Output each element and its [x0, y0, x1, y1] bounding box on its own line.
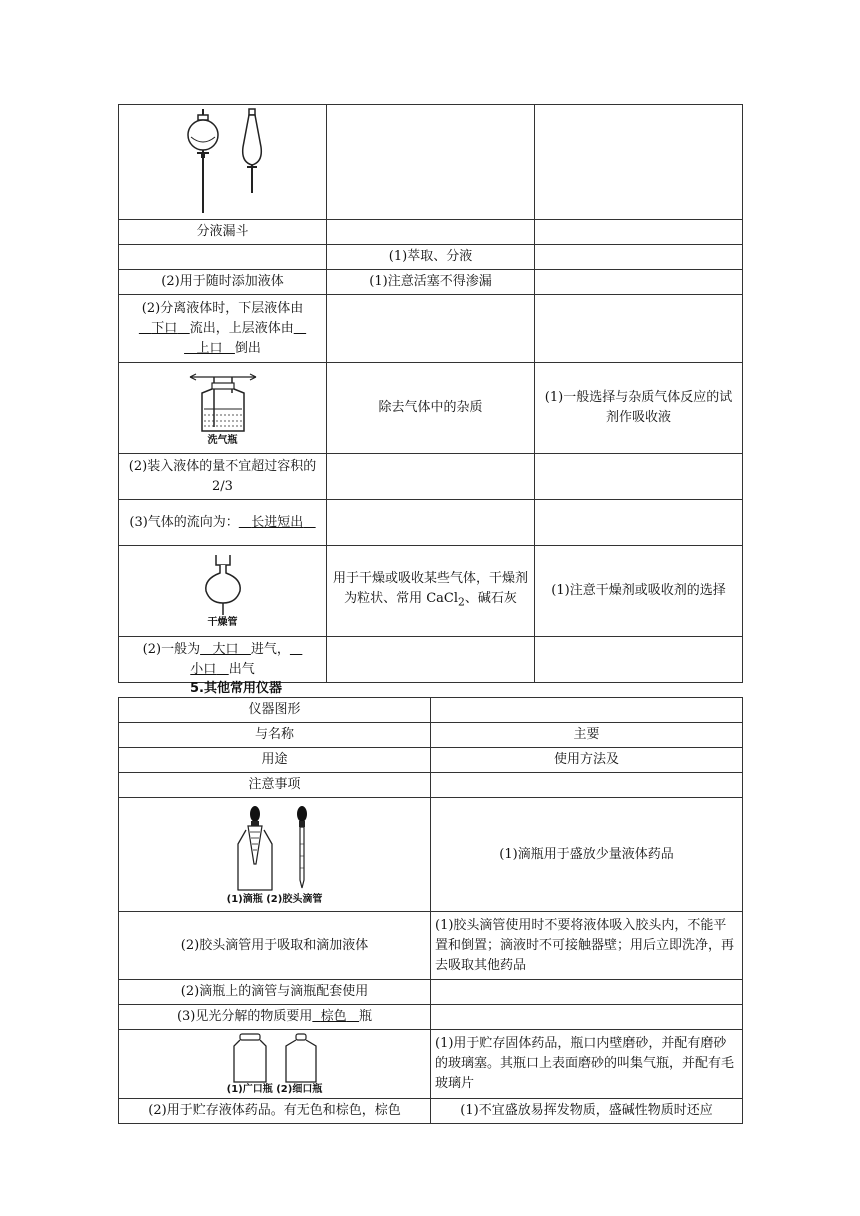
empty-cell [431, 698, 743, 723]
dropper-note-cell: (1)胶头滴管使用时不要将液体吸入胶头内，不能平置和倒置；滴液时不可接触器壁；用后立即洗净，再去吸取其他药品 [431, 912, 743, 980]
section-heading: 5.其他常用仪器 [190, 681, 282, 696]
answer-small-end: 小口 [190, 661, 217, 677]
header-instrument-figure: 仪器图形 [119, 698, 431, 723]
empty-cell [327, 454, 535, 500]
wash-bottle-image-cell [119, 363, 327, 454]
separatory-funnel-icon [163, 107, 283, 217]
gas-flow-cell: (3)气体的流向为： 长进短出 [119, 500, 327, 546]
header-main: 主要 [431, 723, 743, 748]
gas-washing-bottle-icon [188, 369, 258, 435]
empty-cell [119, 245, 327, 270]
narrow-bottle-note-cell: (1)不宜盛放易挥发物质，盛碱性物质时还应 [431, 1099, 743, 1124]
empty-cell [327, 500, 535, 546]
empty-cell [327, 220, 535, 245]
header-usage-method: 使用方法及 [431, 748, 743, 773]
dropper-image-cell [119, 798, 431, 912]
empty-cell [535, 105, 743, 220]
wash-bottle-label: 洗气瓶 [207, 435, 238, 446]
header-and-name: 与名称 [119, 723, 431, 748]
funnel-note-cell: (1)注意活塞不得渗漏 [327, 270, 535, 295]
answer-long-in-short-out: 长进短出 [251, 514, 304, 530]
drying-tube-note-cell: (1)注意干燥剂或吸收剂的选择 [535, 546, 743, 637]
narrow-bottle-use-cell: (2)用于贮存液体药品。有无色和棕色，棕色 [119, 1099, 431, 1124]
funnel-use-2-cell: (2)用于随时添加液体 [119, 270, 327, 295]
empty-cell [535, 220, 743, 245]
empty-cell [535, 500, 743, 546]
separatory-funnel-name: 分液漏斗 [119, 220, 327, 245]
empty-cell [535, 637, 743, 683]
drying-tube-label: 干燥管 [207, 617, 238, 628]
empty-cell [535, 295, 743, 363]
dropper-bottle-use-cell: (1)滴瓶用于盛放少量液体药品 [431, 798, 743, 912]
funnel-use-cell: (1)萃取、分液 [327, 245, 535, 270]
bottle-labels: (1)广口瓶 (2)细口瓶 [226, 1084, 323, 1095]
empty-cell [327, 637, 535, 683]
dropper-bottle-icon [220, 804, 330, 894]
separatory-funnel-image-cell [119, 105, 327, 220]
drying-tube-icon [198, 553, 248, 617]
dropper-use-cell: (2)胶头滴管用于吸取和滴加液体 [119, 912, 431, 980]
wash-bottle-note-cell: (1)一般选择与杂质气体反应的试剂作吸收液 [535, 363, 743, 454]
wide-mouth-bottle-note-cell: (1)用于贮存固体药品，瓶口内壁磨砂，并配有磨砂的玻璃塞。其瓶口上表面磨砂的叫集气瓶，并配有毛玻璃片 [431, 1030, 743, 1099]
funnel-separation-cell: (2)分离液体时，下层液体由 下口 流出，上层液体由 上口 倒出 [119, 295, 327, 363]
empty-cell [327, 295, 535, 363]
answer-brown: 棕色 [320, 1009, 347, 1024]
empty-cell [535, 454, 743, 500]
drying-tube-use-cell: 用于干燥或吸收某些气体，干燥剂为粒状、常用 CaCl$_2$、碱石灰 [327, 546, 535, 637]
bottles-image-cell [119, 1030, 431, 1099]
empty-cell [431, 980, 743, 1005]
wash-bottle-use-cell: 除去气体中的杂质 [327, 363, 535, 454]
header-use: 用途 [119, 748, 431, 773]
instrument-table-2 [118, 697, 743, 1124]
answer-upper-outlet: 上口 [196, 340, 223, 356]
empty-cell [327, 105, 535, 220]
dropper-pairing-cell: (2)滴瓶上的滴管与滴瓶配套使用 [119, 980, 431, 1005]
empty-cell [535, 245, 743, 270]
drying-tube-flow-cell: (2)一般为 大口 进气， 小口 出气 [119, 637, 327, 683]
reagent-bottles-icon [220, 1032, 330, 1084]
drying-tube-image-cell [119, 546, 327, 637]
wash-bottle-volume-cell: (2)装入液体的量不宜超过容积的 2/3 [119, 454, 327, 500]
answer-big-end: 大口 [212, 641, 239, 657]
answer-lower-outlet: 下口 [151, 320, 178, 336]
empty-cell [431, 1005, 743, 1030]
instrument-table-1 [118, 104, 743, 683]
empty-cell [431, 773, 743, 798]
header-notes: 注意事项 [119, 773, 431, 798]
dropper-labels: (1)滴瓶 (2)胶头滴管 [226, 893, 323, 905]
brown-bottle-cell: (3)见光分解的物质要用 棕色 瓶 [119, 1005, 431, 1030]
empty-cell [535, 270, 743, 295]
